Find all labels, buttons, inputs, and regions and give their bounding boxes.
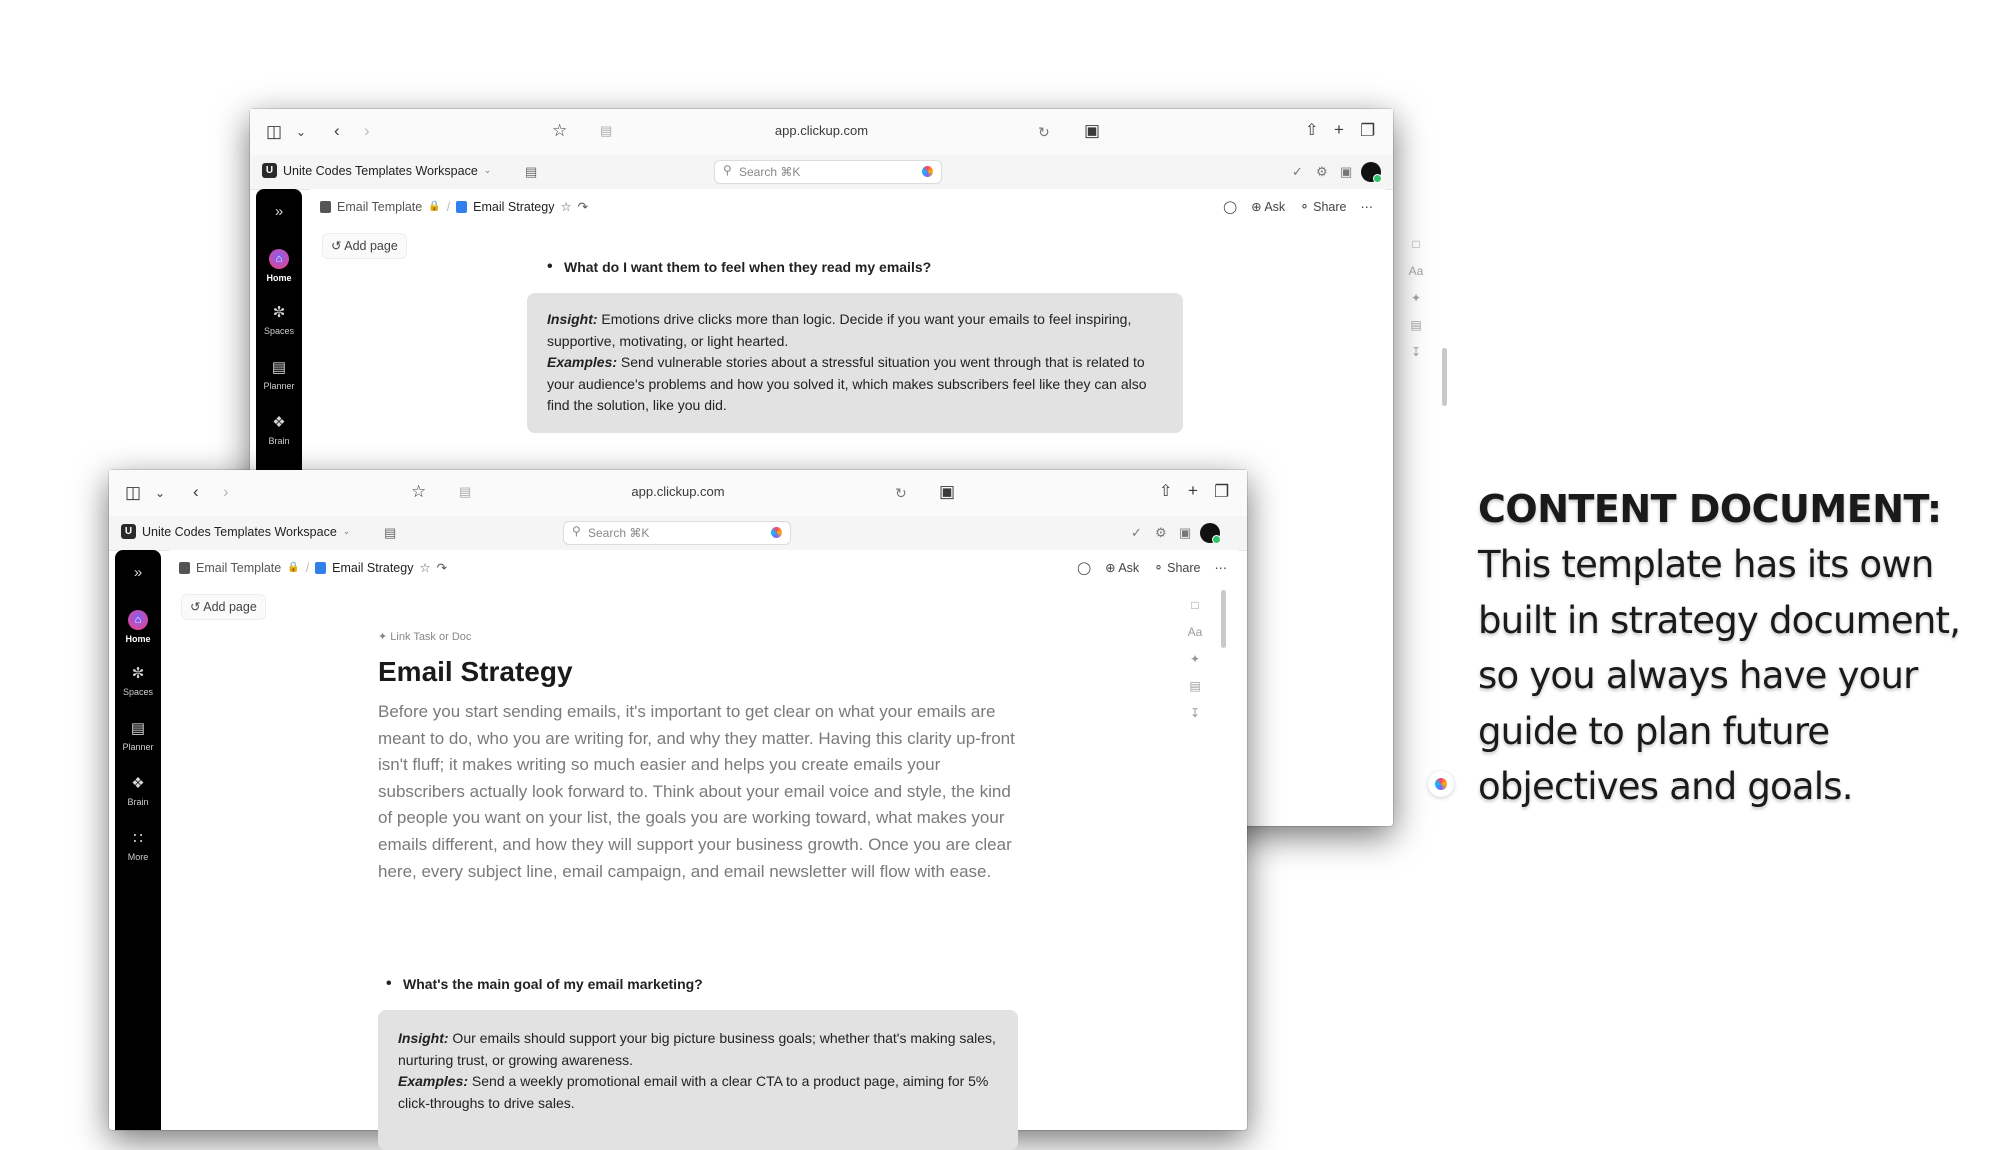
feature-caption <box>1478 481 1978 815</box>
doc-icon <box>315 562 326 574</box>
page-title[interactable]: Email Strategy <box>378 656 573 687</box>
workspace-logo: U <box>262 163 277 178</box>
sidebar-item-spaces[interactable] <box>115 665 161 697</box>
more-icon[interactable]: ⋯ <box>1214 561 1227 575</box>
ai-icon[interactable] <box>922 166 933 177</box>
link-task-label: Link Task or Doc <box>390 631 472 643</box>
browser-toolbar <box>109 470 1247 516</box>
search-input[interactable] <box>563 521 791 545</box>
comment-icon[interactable]: □ <box>1412 237 1420 251</box>
breadcrumb-current[interactable]: Email Strategy <box>332 560 414 575</box>
breadcrumb-separator: / <box>446 199 451 214</box>
sidebar-label: Planner <box>263 381 295 391</box>
insight-label: Insight: <box>398 1030 449 1046</box>
workspace-name: Unite Codes Templates Workspace <box>142 524 337 539</box>
workspace-switcher[interactable] <box>121 524 350 539</box>
lock-icon: 🔒 <box>287 562 300 573</box>
reader-icon[interactable]: ▤ <box>600 123 613 138</box>
planet-icon: ✼ <box>131 665 145 682</box>
double-chevron-icon: » <box>274 203 284 220</box>
download-icon[interactable]: ↧ <box>1410 345 1422 359</box>
share-label: Share <box>1167 561 1201 575</box>
breadcrumb-parent[interactable]: Email Template <box>337 199 423 214</box>
ask-button[interactable]: ⊕ Ask <box>1105 561 1140 575</box>
sidebar-label: Brain <box>268 436 290 446</box>
double-chevron-icon: » <box>133 564 143 581</box>
doc-tool-rail <box>1408 237 1424 372</box>
share-button[interactable]: ⚬ Share <box>1299 200 1347 214</box>
new-tab-icon[interactable]: + <box>1334 120 1344 139</box>
check-icon[interactable]: ✓ <box>1292 164 1303 179</box>
new-tab-icon[interactable]: + <box>1188 481 1198 500</box>
insight-label: Insight: <box>547 311 598 327</box>
sidebar-label: Spaces <box>263 326 295 336</box>
share-icon[interactable]: ⇧ <box>1159 483 1173 500</box>
caption-heading: CONTENT DOCUMENT: <box>1478 487 1942 531</box>
callout-box <box>378 1010 1018 1150</box>
search-placeholder: Search ⌘K <box>588 526 650 540</box>
examples-label: Examples: <box>547 354 618 370</box>
font-settings-button[interactable]: Aa <box>1408 264 1424 278</box>
workspace-name: Unite Codes Templates Workspace <box>283 163 478 178</box>
lock-icon: 🔒 <box>428 201 441 212</box>
tabs-icon[interactable]: ❐ <box>1214 482 1230 501</box>
brain-icon: ❖ <box>272 414 286 431</box>
insight-text: Our emails should support your big picture business goals; whether that's making sales, nurturing trust, or growing awareness. <box>398 1030 996 1068</box>
doc-tool-rail <box>1187 598 1203 733</box>
add-page-button[interactable]: ↺ Add page <box>181 594 266 620</box>
doc-icon <box>179 562 190 574</box>
export-icon[interactable]: ↷ <box>577 200 589 214</box>
grid-icon: ∷ <box>133 830 143 847</box>
star-icon[interactable]: ☆ <box>419 561 431 575</box>
ask-label: Ask <box>1118 561 1140 575</box>
tabs-icon[interactable]: ❐ <box>1360 121 1376 140</box>
avatar[interactable] <box>1361 162 1381 182</box>
check-icon[interactable]: ✓ <box>1131 525 1142 540</box>
star-icon[interactable]: ☆ <box>411 482 427 501</box>
share-icon[interactable]: ⇧ <box>1305 122 1319 139</box>
tag-icon[interactable]: ◯ <box>1077 561 1092 575</box>
sidebar-label: Brain <box>127 797 149 807</box>
home-icon: ⌂ <box>269 249 289 269</box>
calendar-icon: ▤ <box>130 720 146 737</box>
ask-button[interactable]: ⊕ Ask <box>1251 200 1286 214</box>
sidebar-toggle-icon[interactable]: ◫ <box>125 483 142 502</box>
sidebar-item-home[interactable] <box>115 610 161 644</box>
ai-assistant-button[interactable] <box>1428 771 1454 797</box>
browser-window-front <box>109 470 1247 1130</box>
search-icon: ⚲ <box>572 524 581 538</box>
expand-sidebar[interactable] <box>256 203 302 225</box>
sidebar-item-spaces[interactable] <box>256 304 302 336</box>
sidebar-label: Planner <box>122 742 154 752</box>
reload-icon[interactable]: ↻ <box>895 485 907 501</box>
callout-box <box>527 293 1183 433</box>
ai-edit-icon[interactable]: ✦ <box>1410 291 1422 305</box>
workspace-bar <box>109 516 1247 551</box>
extension-icon[interactable]: ▣ <box>939 482 956 501</box>
extension-icon[interactable]: ▣ <box>1084 121 1101 140</box>
chevron-down-icon: ⌄ <box>342 526 351 536</box>
calendar-icon[interactable]: ▤ <box>384 525 397 540</box>
ask-label: Ask <box>1264 200 1286 214</box>
avatar[interactable] <box>1200 523 1220 543</box>
calendar-icon: ▤ <box>271 359 287 376</box>
scrollbar[interactable] <box>1442 348 1447 406</box>
breadcrumb-parent[interactable]: Email Template <box>196 560 282 575</box>
video-icon[interactable]: ▣ <box>1179 525 1192 540</box>
breadcrumb <box>179 560 447 575</box>
calendar-icon[interactable]: ▤ <box>525 164 538 179</box>
add-page-label: Add page <box>344 239 398 253</box>
workspace-bar <box>250 155 1393 190</box>
layout-icon[interactable]: ▤ <box>1189 679 1201 693</box>
reload-icon[interactable]: ↻ <box>1038 124 1050 140</box>
back-icon[interactable]: ‹ <box>193 482 199 501</box>
url-field[interactable]: app.clickup.com <box>774 123 869 138</box>
forward-icon[interactable]: › <box>364 121 370 140</box>
star-icon[interactable]: ☆ <box>552 121 568 140</box>
sidebar-item-home[interactable] <box>256 249 302 283</box>
chevron-down-icon[interactable]: ⌄ <box>296 125 307 139</box>
comment-icon[interactable]: □ <box>1191 598 1199 612</box>
sidebar-label: More <box>127 852 149 862</box>
sidebar-item-brain[interactable] <box>256 414 302 446</box>
share-button[interactable]: ⚬ Share <box>1153 561 1201 575</box>
brain-icon: ❖ <box>131 775 145 792</box>
settings-icon[interactable]: ⚙ <box>1316 164 1328 179</box>
workspace-logo: U <box>121 524 136 539</box>
url-field[interactable]: app.clickup.com <box>631 484 725 499</box>
star-icon[interactable]: ☆ <box>560 200 572 214</box>
settings-icon[interactable]: ⚙ <box>1155 525 1167 540</box>
sidebar-item-planner[interactable] <box>256 359 302 391</box>
breadcrumb <box>320 199 588 214</box>
doc-icon <box>456 201 467 213</box>
examples-text: Send a weekly promotional email with a clear CTA to a product page, aiming for 5% click-throughs to drive sales. <box>398 1073 989 1111</box>
examples-label: Examples: <box>398 1073 469 1089</box>
share-label: Share <box>1313 200 1347 214</box>
add-page-button[interactable]: ↺ Add page <box>322 233 407 259</box>
sidebar <box>115 550 161 1130</box>
forward-icon[interactable]: › <box>223 482 229 501</box>
download-icon[interactable]: ↧ <box>1189 706 1201 720</box>
ai-edit-icon[interactable]: ✦ <box>1189 652 1201 666</box>
sidebar-item-planner[interactable] <box>115 720 161 752</box>
chevron-down-icon[interactable]: ⌄ <box>155 486 166 500</box>
sidebar-label: Home <box>125 634 151 644</box>
doc-icon <box>320 201 331 213</box>
tag-icon[interactable]: ◯ <box>1223 200 1238 214</box>
search-placeholder: Search ⌘K <box>739 165 801 179</box>
breadcrumb-bar <box>169 550 1239 585</box>
breadcrumb-separator: / <box>305 560 310 575</box>
doc-content <box>169 584 1239 1130</box>
intro-paragraph[interactable]: Before you start sending emails, it's important to get clear on what your emails are meant to do, who you are writing for, and why they matter. Having this clarity up-front isn't fluff; it makes writing so much easier and helps you create emails your subscribers actually look forward to. Think about your email voice and style, the kind of people you want on your list, the goals you are working toward, what makes your emails different, and how they will support your business growth. Once you are clear here, every subject line, email campaign, and email newsletter will flow with ease. <box>378 702 1015 881</box>
reader-icon[interactable]: ▤ <box>459 484 472 499</box>
sidebar-label: Spaces <box>122 687 154 697</box>
doc-actions <box>1223 199 1373 214</box>
ai-icon[interactable] <box>771 527 782 538</box>
chevron-down-icon: ⌄ <box>483 165 492 175</box>
sidebar-item-brain[interactable] <box>115 775 161 807</box>
video-icon[interactable]: ▣ <box>1340 164 1353 179</box>
font-settings-button[interactable]: Aa <box>1187 625 1203 639</box>
sidebar-item-more[interactable] <box>115 830 161 862</box>
search-icon: ⚲ <box>723 163 732 177</box>
breadcrumb-bar <box>310 189 1385 224</box>
insight-text: Emotions drive clicks more than logic. Decide if you want your emails to feel inspiring, supportive, motivating, or light hearted. <box>547 311 1132 349</box>
more-icon[interactable]: ⋯ <box>1360 200 1373 214</box>
planet-icon: ✼ <box>272 304 286 321</box>
list-item: • What do I want them to feel when they read my emails? <box>564 259 931 275</box>
scrollbar[interactable] <box>1221 590 1226 648</box>
examples-text: Send vulnerable stories about a stressful situation you went through that is related to your audience's problems and how you solved it, which makes subscribers feel like they can also find the solution, like you did. <box>547 354 1147 413</box>
back-icon[interactable]: ‹ <box>334 121 340 140</box>
home-icon: ⌂ <box>128 610 148 630</box>
sidebar-label: Home <box>266 273 292 283</box>
export-icon[interactable]: ↷ <box>436 561 448 575</box>
add-page-label: Add page <box>203 600 257 614</box>
breadcrumb-current[interactable]: Email Strategy <box>473 199 555 214</box>
layout-icon[interactable]: ▤ <box>1410 318 1422 332</box>
expand-sidebar[interactable] <box>115 564 161 586</box>
workspace-switcher[interactable] <box>262 163 491 178</box>
browser-toolbar <box>250 109 1393 155</box>
caption-body: This template has its own built in strategy document, so you always have your guide to plan future objectives and goals. <box>1478 543 1961 808</box>
link-task-button[interactable]: ✦ Link Task or Doc <box>378 631 472 643</box>
sidebar-toggle-icon[interactable]: ◫ <box>266 122 283 141</box>
search-input[interactable] <box>714 160 942 184</box>
doc-actions <box>1077 560 1227 575</box>
list-item: • What's the main goal of my email marketing? <box>403 976 703 992</box>
